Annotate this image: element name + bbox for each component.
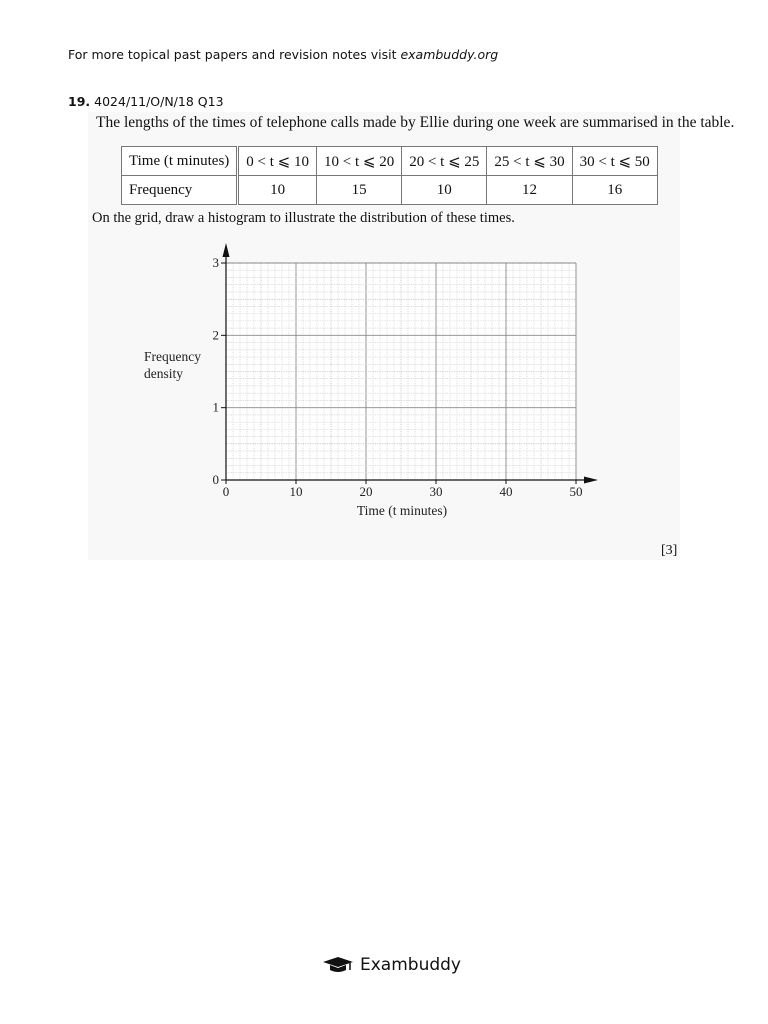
x-axis-arrow bbox=[584, 477, 598, 484]
interval-cell: 0 < t ⩽ 10 bbox=[238, 147, 317, 176]
x-tick-label: 10 bbox=[289, 484, 303, 499]
y-tick-label: 3 bbox=[212, 255, 219, 270]
interval-cell: 25 < t ⩽ 30 bbox=[487, 147, 572, 176]
brand-name: Exambuddy bbox=[360, 955, 461, 975]
y-tick-label: 0 bbox=[212, 472, 219, 487]
y-axis-label-line2: density bbox=[144, 366, 183, 381]
time-header-cell: Time (t minutes) bbox=[122, 147, 238, 176]
y-tick-label: 1 bbox=[212, 399, 219, 415]
frequency-cell: 10 bbox=[402, 176, 487, 205]
frequency-cell: 10 bbox=[238, 176, 317, 205]
x-tick-label: 30 bbox=[429, 484, 443, 499]
y-tick-label: 2 bbox=[212, 327, 219, 343]
question-reference: 4024/11/O/N/18 Q13 bbox=[94, 94, 224, 109]
x-tick-label: 0 bbox=[222, 484, 230, 499]
page-header bbox=[68, 47, 498, 62]
frequency-cell: 12 bbox=[487, 176, 572, 205]
y-axis-arrow bbox=[223, 243, 230, 257]
header-link[interactable]: exambuddy.org bbox=[400, 47, 499, 62]
graduation-cap-icon bbox=[322, 956, 354, 974]
x-tick-label: 50 bbox=[569, 484, 583, 499]
table-row-time bbox=[122, 147, 658, 176]
x-axis-label: Time (t minutes) bbox=[356, 503, 448, 518]
frequency-cell: 16 bbox=[572, 176, 657, 205]
x-tick-label: 20 bbox=[359, 484, 373, 499]
header-text: For more topical past papers and revision notes visit bbox=[68, 47, 401, 62]
table-row-frequency bbox=[122, 176, 658, 205]
x-tick-label: 40 bbox=[499, 484, 513, 499]
question-header bbox=[68, 94, 224, 109]
frequency-cell: 15 bbox=[317, 176, 402, 205]
histogram-grid[interactable] bbox=[130, 240, 610, 530]
interval-cell: 30 < t ⩽ 50 bbox=[572, 147, 657, 176]
y-axis-label-line1: Frequency bbox=[144, 349, 201, 364]
question-number: 19. bbox=[68, 94, 91, 109]
question-intro: The lengths of the times of telephone calls made by Ellie during one week are summarised in the table. bbox=[96, 114, 735, 131]
grid-lines bbox=[226, 263, 576, 480]
interval-cell: 10 < t ⩽ 20 bbox=[317, 147, 402, 176]
question-instruction: On the grid, draw a histogram to illustrate the distribution of these times. bbox=[92, 210, 515, 226]
frequency-table bbox=[121, 146, 658, 205]
frequency-header-cell: Frequency bbox=[122, 176, 238, 205]
footer-brand bbox=[322, 955, 461, 975]
interval-cell: 20 < t ⩽ 25 bbox=[402, 147, 487, 176]
marks-allocation: [3] bbox=[661, 543, 678, 558]
